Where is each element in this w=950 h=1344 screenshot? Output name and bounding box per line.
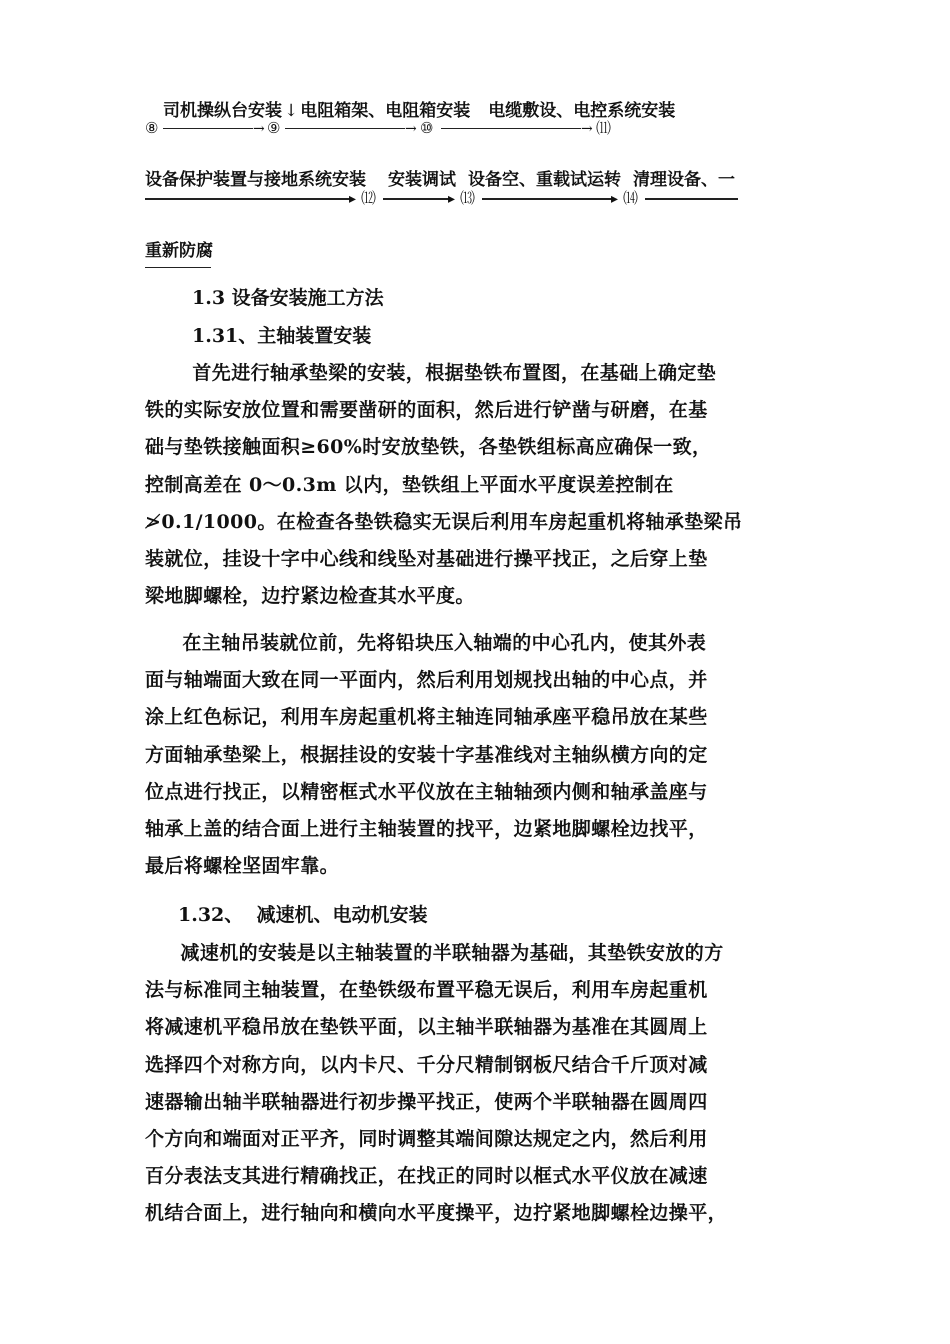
flow-step-8-label: 司机操纵台安装 [163,101,282,121]
text-line: 个方向和端面对正平齐，同时调整其端间隙达规定之内，然后利用 [145,1128,708,1151]
text-line: 位点进行找正，以精密框式水平仪放在主轴轴颈内侧和轴承盖座与 [145,780,708,803]
text-line: 装就位，挂设十字中心线和线坠对基础进行操平找正，之后穿上垫 [145,548,708,571]
text-line: 法与标准同主轴装置，在垫铁级布置平稳无误后，利用车房起重机 [145,979,708,1002]
text-line: 机结合面上，进行轴向和横向水平度操平，边拧紧地脚螺栓边操平， [145,1202,728,1225]
text-line: 涂上红色标记，利用车房起重机将主轴连同轴承座平稳吊放在某些 [145,706,708,729]
flow-node-14: ⒁ [623,189,639,207]
flow-step-14-label: 清理设备、一 [633,170,735,190]
arrow-right-icon: → [581,121,593,137]
text-line: 百分表法支其进行精确找正，在找正的同时以框式水平仪放在减速 [145,1165,708,1188]
text-line: 最后将螺栓坚固牢靠。 [145,855,340,878]
arrow-right-icon: → [405,121,417,137]
flow-row3-underline [145,267,211,268]
text-line: 方面轴承垫梁上，根据挂设的安装十字基准线对主轴纵横方向的定 [145,743,708,766]
flow-connector-line [383,198,449,200]
text-line: 将减速机平稳吊放在垫铁平面，以主轴半联轴器为基准在其圆周上 [145,1016,708,1039]
text-line: 首先进行轴承垫梁的安装，根据垫铁布置图，在基础上确定垫 [173,362,717,384]
flow-row2-labels [145,165,735,190]
arrow-right-icon: ▸ [349,191,357,207]
flow-connector-line [645,198,738,200]
flow-row3-label: 重新防腐 [145,241,213,261]
arrow-right-icon: ▸ [448,191,456,207]
flow-step-12-label: 安装调试 [388,170,456,190]
text-line: 轴承上盖的结合面上进行主轴装置的找平，边紧地脚螺栓边找平， [145,818,708,841]
flow-step-11-label: 设备保护装置与接地系统安装 [145,170,366,190]
flow-node-11: ⑾ [596,119,612,137]
subsection-heading-reducer-motor: 1.32、 减速机、电动机安装 [178,904,428,926]
text-line: 铁的实际安放位置和需要凿研的面积，然后进行铲凿与研磨，在基 [145,399,708,422]
paragraph-bearing-beam [145,355,810,615]
arrow-right-icon: → [253,121,265,137]
text-line: 梁地脚螺栓，边拧紧边检查其水平度。 [145,585,475,608]
flow-step-13-label: 设备空、重载试运转 [468,170,621,190]
flow-node-9: ⑨ [267,119,281,137]
flow-connector-line [285,128,405,129]
down-arrow-icon: ↓ [284,101,299,121]
flow-node-10: ⑩ [420,119,434,137]
flow-node-8: ⑧ [145,119,159,137]
paragraph-reducer-installation [145,935,810,1233]
text-line: 础与垫铁接触面积≥60%时安放垫铁，各垫铁组标高应确保一致， [145,436,712,459]
text-line: 在主轴吊装就位前，先将铅块压入轴端的中心孔内，使其外表 [163,632,707,654]
flow-connector-line [482,198,612,200]
text-line: 选择四个对称方向，以内卡尺、千分尺精制钢板尺结合千斤顶对减 [145,1053,708,1076]
flow-node-12: ⑿ [361,189,377,207]
flow-connector-line [145,198,350,200]
flow-node-13: ⒀ [460,189,476,207]
text-line: ≯0.1/1000。在检查各垫铁稳实无误后利用车房起重机将轴承垫梁吊 [145,510,743,533]
flow-row1-connector [145,118,625,140]
flow-step-10-label: 电缆敷设、电控系统安装 [488,101,676,121]
paragraph-main-shaft-hoisting [145,625,810,885]
text-line: 控制高差在 0～0.3m 以内，垫铁组上平面水平度误差控制在 [145,473,674,496]
text-line: 面与轴端面大致在同一平面内，然后利用划规找出轴的中心点，并 [145,669,708,692]
flow-connector-line [163,128,253,129]
subsection-heading-main-shaft: 1.31、主轴装置安装 [192,325,372,347]
flow-step-9-label: 电阻箱架、电阻箱安装 [300,101,471,121]
flow-row2-connector [145,188,745,210]
text-line: 速器输出轴半联轴器进行初步操平找正，使两个半联轴器在圆周四 [145,1090,708,1113]
arrow-right-icon: ▸ [611,191,619,207]
text-line: 减速机的安装是以主轴装置的半联轴器为基础，其垫铁安放的方 [161,942,724,964]
flow-connector-line [441,128,581,129]
section-heading: 1.3 设备安装施工方法 [192,287,384,309]
